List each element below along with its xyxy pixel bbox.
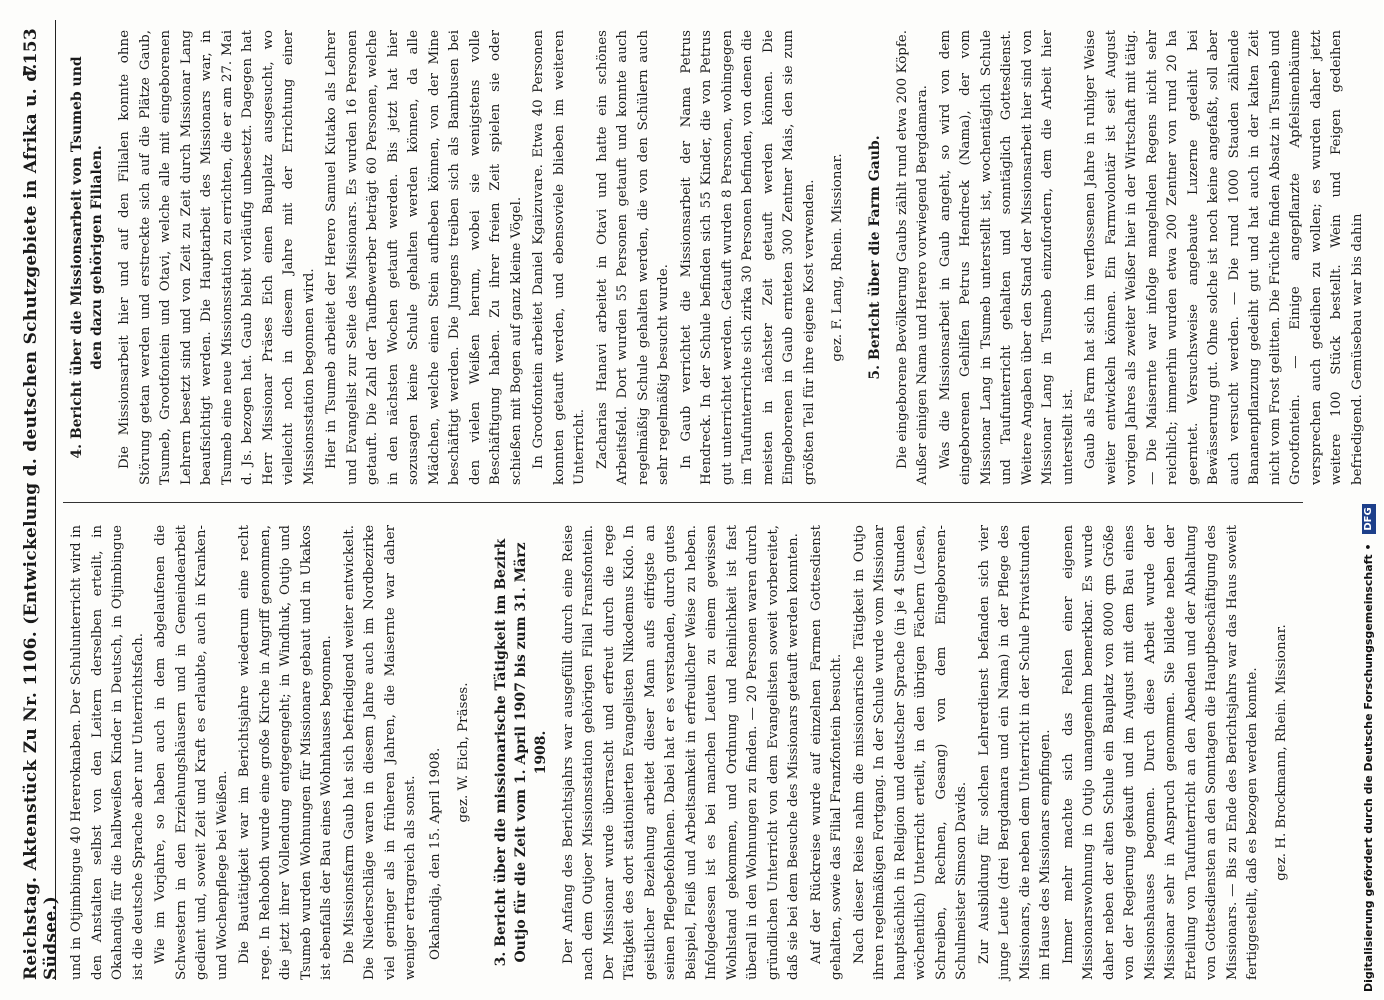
paragraph: In Grootfontein arbeitet Daniel Kgaizuvare. Etwa 40 Personen konnten getauft werden, und ebensoviele blieben im weiteren Unterricht. bbox=[531, 30, 587, 485]
stamp-text-row bbox=[1358, 8, 1384, 992]
dfg-logo: DFG bbox=[1362, 504, 1376, 533]
left-column bbox=[67, 525, 1307, 980]
digitization-stamp bbox=[1356, 8, 1382, 992]
rotated-page-content bbox=[15, 20, 1365, 980]
paragraph: Die Missionsfarm Gaub hat sich befriedigend weiter entwickelt. Die Niederschläge waren in diesem Jahre auch im Nordbezirke viel geringer als in früheren Jahren, die Maisernte war daher weniger ertragreich als sonst. bbox=[341, 525, 418, 980]
paragraph: In Gaub verrichtet die Missionsarbeit der Nama Petrus Hendreck. In der Schule befinden sich 55 Kinder, die von Petrus gut unterrichtet werden. Getauft wurden 8 Personen, wohingegen im Taufunterrichte sich zirka 30 Personen befinden, von denen die meisten in nächster Zeit getauft werden können. Die Eingeborenen in Gaub ernteten 300 Zentner Mais, den sie zum größten Teil für ihre eigene Kost verwenden. bbox=[678, 30, 817, 485]
signature-eich: gez. W. Eich, Präses. bbox=[456, 682, 471, 823]
section-3-title: 3. Bericht über die missionarische Tätigkeit im Bezirk Outjo für die Zeit vom 1. April 1907 bis zum 31. März 1908. bbox=[492, 538, 549, 967]
paragraph: Der Anfang des Berichtsjahrs war ausgefüllt durch eine Reise nach dem Outjoer Missionsstation gehörigen Filial Fransfontein. Der Missionar wurde überrascht und erfreut durch die rege Tätigkeit des dort stationierten Evangelisten Nikodemus Kido. In geistlicher Beziehung arbeitet dieser Mann aufs eifrigste an seinen Pflegebefohlenen. Dabei hat er es verstanden, durch gutes Beispiel, Fleiß und Arbeitsamkeit in erfreulicher Weise zu heben. Infolgedessen ist es bei manchen Leuten zu einem gewissen Wohlstand gekommen, und Ordnung und Reinlichkeit ist fast überall in den Wohnungen zu finden. — 20 Personen waren durch gründlichen Unterricht von dem Evangelisten soweit vorbereitet, daß sie bei dem Besuche des Missionars getauft werden konnten. bbox=[560, 525, 801, 980]
paragraph: Die eingeborene Bevölkerung Gaubs zählt rund etwa 200 Köpfe. Außer einigen Nama und Herero vorwiegend Bergdamara. bbox=[894, 30, 930, 485]
paragraph: und in Otjimbingue 40 Hereroknaben. Der Schulunterricht wird in den Anstalten selbst von den Leitern derselben erteilt, in Okahandja für die halbweißen Kinder in Deutsch, in Otjimbingue ist die deutsche Sprache aber nur Unterrichtsfach. bbox=[69, 525, 146, 980]
paragraph: Immer mehr machte sich das Fehlen einer eigenen Missionarswohnung in Outjo unangenehm bemerkbar. Es wurde daher neben der alten Schule ein Bauplatz von 8000 qm Größe von der Regierung gekauft und im August mit dem Bau eines Missionshauses begonnen. Durch diese Arbeit wurde der Missionar sehr in Anspruch genommen. Sie bildete neben der Erteilung von Taufunterricht an den Abenden und der Abhaltung von Gottesdiensten an den Sonntagen die Hauptbeschäftigung des Missionars. — Bis zu Ende des Berichtsjahrs war das Haus soweit fertiggestellt, daß es bezogen werden konnte. bbox=[1060, 525, 1260, 980]
section-4-title: 4. Bericht über die Missionsarbeit von Tsumeb und den dazu gehörigen Filialen. bbox=[69, 56, 105, 459]
paragraph: Wie im Vorjahre, so haben auch in dem abgelaufenen die Schwestern in den Erziehungshäusern und in Gemeindearbeit gedient und, soweit Zeit und Kraft es erlaubte, auch in Kranken- und Wochenpflege bei Weißen. bbox=[153, 525, 230, 980]
signature-lang: gez. F. Lang, Rhein. Missionar. bbox=[830, 153, 845, 362]
paragraph: Auf der Rückreise wurde auf einzelnen Farmen Gottesdienst gehalten, sowie das Filial Franzfontein besucht. bbox=[808, 525, 844, 980]
right-column bbox=[67, 30, 1365, 485]
paragraph: Gaub als Farm hat sich im verflossenen Jahre in ruhiger Weise weiter entwickeln können. Ein Farmvolontär ist seit August vorigen Jahres als zweiter Weißer hier in der Wirtschaft mit tätig. — Die Maisernte war infolge mangelnden Regens nicht sehr reichlich; immerhin wurden etwa 200 Zentner von rund 20 ha geerntet. Versuchsweise angebaute Luzerne gedeiht bei Bewässerung gut. Ohne solche ist noch keine angefaßt, soll aber auch versucht werden. — Die rund 1000 Stauden zählende Bananenpflanzung gedeiht gut und hat auch in der kalten Zeit nicht vom Frost gelitten. Die Früchte finden Absatz in Tsumeb und Grootfontein. — Einige angepflanzte Apfelsinenbäume versprechen auch gedeihen zu wollen; es wurden daher jetzt weitere 100 Stück bestellt. Wein und Feigen gedeihen befriedigend. Gemüsebau war bis dahin bbox=[1083, 30, 1365, 485]
paragraph: Hier in Tsumeb arbeitet der Herero Samuel Kutako als Lehrer und Evangelist zur Seite des Missionars. Es wurden 16 Personen getauft. Die Zahl der Taufbewerber beträgt 60 Personen, welche in den nächsten Wochen getauft werden. Bis jetzt hat hier sozusagen keine Schule gehalten werden können, da alle Mädchen, welche einen Stein aufheben können, von der Mine beschäftigt werden. Die Jungens treiben sich als Bambusen bei den vielen Weißen herum, wobei sie wenigstens volle Beschäftigung haben. Zu ihrer freien Zeit spielen sie oder schießen mit Bogen auf ganz kleine Vögel. bbox=[324, 30, 524, 485]
running-header bbox=[15, 20, 61, 980]
paragraph: Die Bautätigkeit war im Berichtsjahre wiederum eine recht rege. In Rehoboth wurde eine große Kirche in Angriff genommen, die jetzt ihrer Vollendung entgegengeht; in Windhuk, Outjo und Tsumeb wurden Wohnungen für Missionare gebaut und in Ukakos ist ebenfalls der Bau eines Wohnhauses begonnen. bbox=[237, 525, 334, 980]
page-number: 7153 bbox=[21, 28, 41, 77]
paragraph: Nach dieser Reise nahm die missionarische Tätigkeit in Outjo ihren regelmäßigen Fortgang. In der Schule wurde vom Missionar hauptsächlich in Religion und deutscher Sprache (in je 4 Stunden wöchentlich) Unterricht erteilt, in den übrigen Fächern (Lesen, Schreiben, Rechnen, Gesang) von dem Eingeborenen-Schulmeister Simson Davids. bbox=[851, 525, 969, 980]
section-5-title: 5. Bericht über die Farm Gaub. bbox=[866, 135, 883, 380]
place-date-line: Okahandja, den 15. April 1908. bbox=[427, 747, 443, 960]
paragraph: Zacharias Hanavi arbeitet in Otavi und hatte ein schönes Arbeitsfeld. Dort wurden 55 Personen getauft und konnte auch regelmäßig Schule gehalten werden, die von den Schülern auch sehr regelmäßig besucht wurde. bbox=[594, 30, 671, 485]
stamp-text: Digitalisierung gefördert durch die Deutsche Forschungsgemeinschaft • bbox=[1362, 543, 1375, 992]
signature-brockmann: gez. H. Brockmann, Rhein. Missionar. bbox=[1273, 624, 1289, 881]
paragraph: Was die Missionsarbeit in Gaub angeht, so wird von dem eingeborenen Gehilfen Petrus Hendreck (Nama), der vom Missionar Lang in Tsumeb unterstellt ist, wochentäglich Schule und Taufunterricht gehalten und sonntäglich Gottesdienst. Weitere Angaben über den Stand der Missionsarbeit hier sind von Missionar Lang in Tsumeb einzufordern, dem die Arbeit hier unterstellt ist. bbox=[937, 30, 1076, 485]
paragraph: Die Missionsarbeit hier und auf den Filialen konnte ohne Störung getan werden und erstreckte sich auf die Plätze Gaub, Tsumeb, Grootfontein und Otavi, welche alle mit eingeborenen Lehrern besetzt sind und von Zeit zu Zeit durch Missionar Lang beaufsichtigt werden. Die Hauptarbeit des Missionars war, in Tsumeb eine neue Missionsstation zu errichten, die er am 27. Mai d. Js. bezogen hat. Gaub bleibt vorläufig unbesetzt. Dagegen hat Herr Missionar Präses Eich einen Bauplatz ausgesucht, wo vielleicht noch in diesem Jahre mit der Errichtung einer Missionsstation begonnen wird. bbox=[117, 30, 317, 485]
paragraph: Zur Ausbildung für solchen Lehrerdienst befanden sich vier junge Leute (drei Bergdamara und ein Nama) in der Pflege des Missionars, die neben dem Unterricht in der Schule Privatstunden im Hause des Missionars empfingen. bbox=[976, 525, 1053, 980]
column-divider bbox=[63, 502, 1303, 503]
header-title: Reichstag. Aktenstück Zu Nr. 1106. (Entwickelung d. deutschen Schutzgebiete in Afrika u. d. Südsee.) bbox=[21, 63, 61, 980]
